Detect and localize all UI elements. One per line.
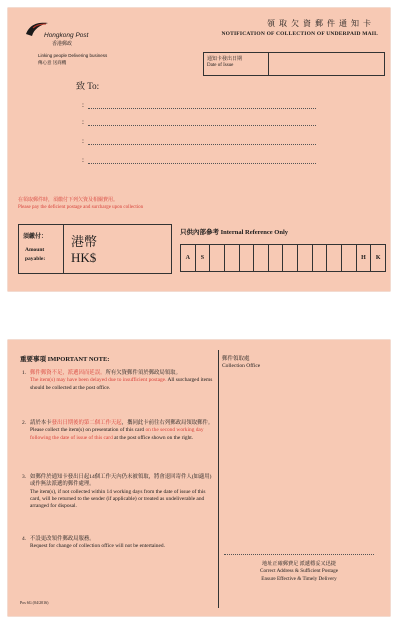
- slogan-en-2: Ensure Effective & Timely Delivery: [261, 576, 337, 582]
- reference-cell: [298, 245, 313, 271]
- address-line: [82, 101, 316, 109]
- note-4-en: Request for change of collection office will not be entertained.: [30, 543, 165, 550]
- reference-cell: [327, 245, 342, 271]
- reference-cell: [342, 245, 357, 271]
- reference-cell: [283, 245, 298, 271]
- form-code: Pos 6G (04/2016): [20, 600, 49, 605]
- reference-cell: [254, 245, 269, 271]
- logo-brand: Hongkong Post: [44, 32, 89, 39]
- date-of-issue-box: [203, 52, 385, 76]
- date-of-issue-label: [204, 53, 269, 75]
- internal-reference-grid: [180, 244, 386, 272]
- note-3-zh: 如郵件於通知卡發出日起14個工作天內仍未被領取，將會退回寄件人(如適用)或作無法派遞的郵件處理。: [30, 474, 212, 488]
- collection-office-label-en: Collection Office: [222, 363, 261, 369]
- note-1-en-red: The item(s) may have been delayed due to insufficient postage.: [30, 377, 167, 384]
- important-note-title: 重要事項 IMPORTANT NOTE:: [20, 356, 110, 363]
- collection-office-label-zh: 郵件領取處: [222, 356, 250, 362]
- address-line-colon: :: [82, 137, 84, 145]
- payment-notice-zh: 在領取郵件時，須繳付下列欠資及相關費用。: [18, 198, 119, 203]
- amount-label-en-1: Amount: [25, 247, 45, 253]
- card-title-en: NOTIFICATION OF COLLECTION OF UNDERPAID MAIL: [221, 31, 378, 37]
- amount-label-zh: 須繳付：: [23, 234, 48, 240]
- date-of-issue-label-zh: 通知卡發出日期: [207, 57, 243, 62]
- address-line-colon: :: [82, 101, 84, 109]
- note-3-en: The item(s), if not collected within 14 working days from the date of issue of this card, will be returned to the sender (if applicable) or treated as undeliverable and arranged for disposal.: [30, 488, 206, 510]
- note-4-zh: 不設更改領件郵政局服務。: [30, 536, 95, 542]
- slogan-en-1: Correct Address & Sufficient Postage: [260, 568, 338, 574]
- reference-cell: H: [357, 245, 372, 271]
- note-1-en: All surcharged items should be collected at the post office.: [30, 377, 213, 391]
- note-2-zh-post: ，攜同此卡前往右列郵政局領取郵件。: [121, 420, 214, 426]
- note-number: 4.: [22, 536, 27, 542]
- logo-tagline: Linking people Delivering business: [38, 53, 108, 58]
- note-item-1: [22, 370, 214, 392]
- reference-cell: S: [196, 245, 211, 271]
- vertical-divider: [218, 350, 219, 608]
- note-2-en-red: on the second working day following the date of issue of this card: [30, 427, 204, 441]
- logo-tagline-zh: 傳心意 送商機: [38, 60, 67, 65]
- address-line: [82, 118, 316, 126]
- card-title-zh: 領 取 欠 資 郵 件 通 知 卡: [267, 19, 372, 28]
- note-item-3: [22, 474, 214, 510]
- note-2-zh-red: 發出日期後的第二個工作天起: [51, 420, 122, 426]
- card-back: [8, 340, 390, 616]
- address-line-colon: :: [82, 118, 84, 126]
- note-number: 2.: [22, 420, 27, 426]
- note-2-en-post: at the post office shown on the right.: [114, 434, 194, 441]
- address-line-colon: :: [82, 156, 84, 164]
- amount-payable-box: [18, 224, 172, 274]
- logo-brand-zh: 香港郵政: [52, 41, 73, 47]
- amount-payable-label: [19, 225, 64, 273]
- address-line: [82, 156, 316, 164]
- date-of-issue-label-en: Date of Issue: [207, 63, 234, 68]
- currency-en: HK$: [71, 250, 97, 265]
- note-item-4: [22, 536, 214, 551]
- note-number: 1.: [22, 370, 27, 376]
- address-line: [82, 137, 316, 145]
- note-2-en-pre: Please collect the item(s) on presentation of this card: [30, 427, 145, 434]
- amount-label-en-2: payable:: [25, 256, 46, 262]
- hongkong-post-logo: [18, 20, 148, 66]
- card-front: [8, 8, 390, 291]
- reference-cell: [225, 245, 240, 271]
- payment-notice-en: Please pay the deficient postage and surcharge upon collection: [18, 205, 144, 210]
- slogan-zh: 地址正確郵費足 派遞穩妥又迅捷: [262, 561, 336, 567]
- reference-cell: K: [375, 255, 381, 261]
- to-label: 致 To:: [76, 81, 100, 91]
- note-number: 3.: [22, 474, 27, 480]
- note-1-zh: 所有欠資郵件須於郵政局領取。: [105, 370, 181, 376]
- note-2-zh-pre: 請於本卡: [30, 420, 52, 426]
- slogan-divider: [224, 554, 374, 555]
- currency-zh: 港幣: [71, 234, 98, 249]
- note-item-2: [22, 420, 214, 442]
- reference-cell: A: [181, 245, 196, 271]
- internal-reference-label: 只供內部參考 Internal Reference Only: [180, 229, 289, 236]
- reference-cell: [313, 245, 328, 271]
- reference-cell: [240, 245, 255, 271]
- reference-cell: [210, 245, 225, 271]
- reference-cell: [269, 245, 284, 271]
- note-1-zh-red: 郵件郵資不足，派遞因而延誤。: [30, 370, 106, 376]
